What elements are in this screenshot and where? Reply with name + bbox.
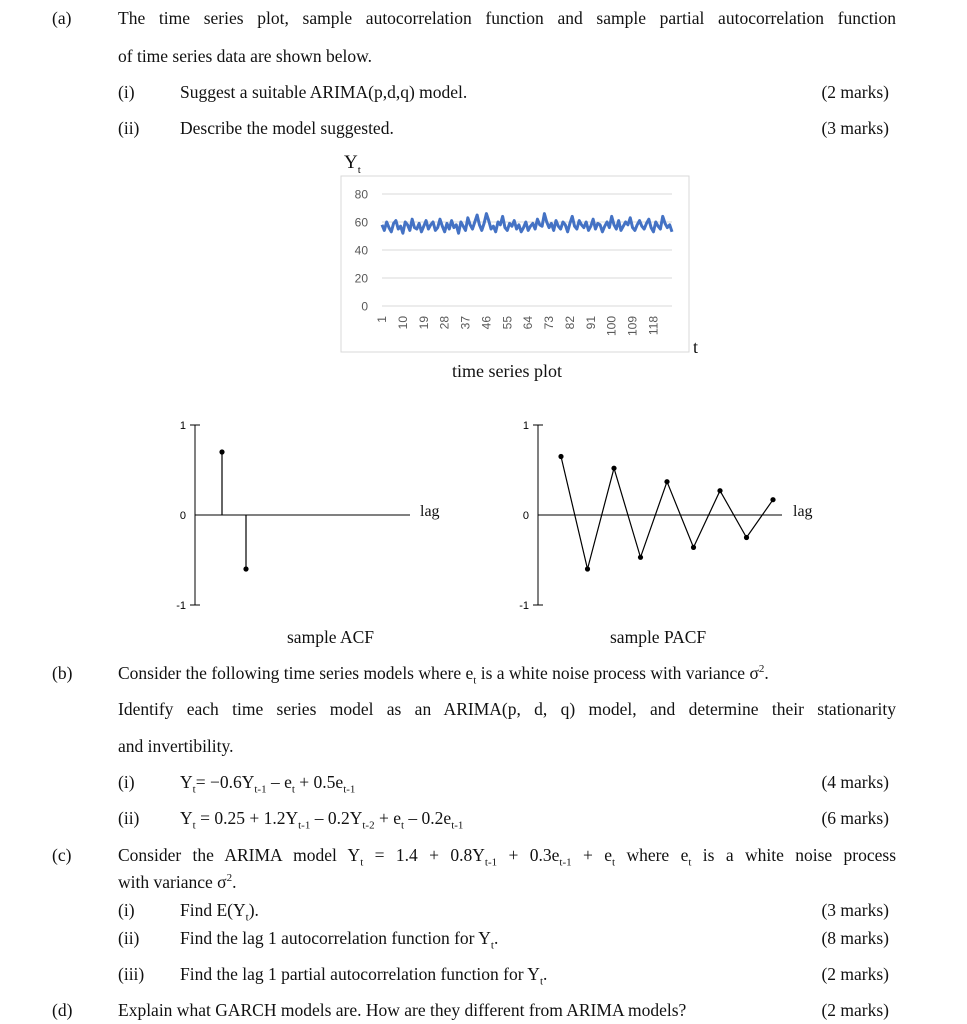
pacf-point [558, 454, 563, 459]
part-c-iii-marks: (2 marks) [821, 964, 889, 984]
ts-ytick-label: 60 [354, 215, 368, 230]
acf-title: sample ACF [287, 627, 375, 647]
ts-xtick-label: 100 [604, 316, 619, 337]
pacf-ytick-label: 0 [522, 510, 529, 522]
part-c-ii-marks: (8 marks) [821, 928, 889, 948]
part-a-ii-text: Describe the model suggested. [180, 118, 394, 138]
ts-xtick-label: 109 [625, 316, 640, 337]
ts-xtick-label: 19 [416, 316, 431, 330]
ts-xtick-label: 73 [542, 316, 557, 330]
pacf-point [744, 535, 749, 540]
ts-xtick-label: 37 [458, 316, 473, 330]
part-b-label: (b) [52, 663, 73, 683]
part-c-line2: with variance $\sigma^2$. [118, 872, 237, 892]
ts-xtick-label: 82 [562, 316, 577, 330]
pacf-title: sample PACF [610, 627, 707, 647]
ts-xtick-label: 46 [479, 316, 494, 330]
part-a-intro-line2: of time series data are shown below. [118, 46, 372, 66]
acf-xlabel: lag [420, 503, 440, 520]
ts-ytick-label: 20 [354, 271, 368, 286]
part-a-label: (a) [52, 8, 72, 28]
acf-ytick-label: 0 [179, 510, 186, 522]
part-c-ii-num: (ii) [118, 928, 140, 948]
time-series-chart [0, 0, 967, 400]
part-c-iii-num: (iii) [118, 964, 145, 984]
part-b-ii-num: (ii) [118, 808, 140, 828]
part-d-marks: (2 marks) [821, 1000, 889, 1020]
pacf-point [585, 566, 590, 571]
ts-xtick-label: 55 [500, 316, 515, 330]
part-b-line2: Identify each time series model as an ARIMA(p, d, q) model, and determine their stationarity [118, 699, 896, 719]
part-c-i-marks: (3 marks) [821, 900, 889, 920]
pacf-ytick-label: 1 [522, 420, 529, 432]
part-b-i-equation: $Y_t= -0.6Y_{t-1} - e_t + 0.5e_{t-1}$ [180, 772, 356, 796]
part-b-line1: Consider the following time series models where $e_t$ is a white noise process with variance $\sigma^2$. [118, 663, 769, 687]
ts-series-line [382, 214, 672, 234]
part-a-ii-marks: (3 marks) [821, 118, 889, 138]
part-b-i-marks: (4 marks) [821, 772, 889, 792]
pacf-xlabel: lag [793, 503, 813, 520]
ts-ytick-label: 40 [354, 243, 368, 258]
part-b-line3: and invertibility. [118, 736, 234, 756]
part-c-i-num: (i) [118, 900, 135, 920]
pacf-point [717, 488, 722, 493]
ts-xtick-label: 64 [521, 316, 536, 330]
part-a-ii-num: (ii) [118, 118, 140, 138]
part-c-iii-text: Find the lag 1 partial autocorrelation function for $Y_t$. [180, 964, 548, 988]
ts-ytick-label: 0 [361, 299, 368, 314]
acf-chart [0, 400, 967, 615]
pacf-ytick-label: -1 [519, 600, 529, 612]
ts-xlabel: t [693, 337, 699, 357]
part-a-i-num: (i) [118, 82, 135, 102]
part-a-i-marks: (2 marks) [821, 82, 889, 102]
acf-ytick-label: 1 [179, 420, 186, 432]
pacf-point [638, 555, 643, 560]
acf-spike-dot [243, 566, 248, 571]
part-c-i-text: Find $E(Y_t)$. [180, 900, 259, 924]
ts-ytick-label: 80 [354, 187, 368, 202]
pacf-point [664, 479, 669, 484]
part-a-intro-line1: The time series plot, sample autocorrelation function and sample partial autocorrelation function [118, 8, 896, 28]
ts-chart-title: time series plot [452, 361, 562, 381]
ts-xtick-label: 1 [375, 316, 389, 323]
part-b-i-num: (i) [118, 772, 135, 792]
part-c-label: (c) [52, 845, 72, 865]
part-b-ii-equation: $Y_t = 0.25 + 1.2Y_{t-1} - 0.2Y_{t-2} + e_t - 0.2e_{t-1}$ [180, 808, 464, 832]
ts-ylabel: $Y_t$ [344, 152, 361, 176]
pacf-point [770, 497, 775, 502]
pacf-line [561, 457, 773, 570]
ts-xtick-label: 91 [583, 316, 598, 330]
part-d-text: Explain what GARCH models are. How are they different from ARIMA models? [118, 1000, 687, 1020]
ts-xtick-label: 10 [395, 316, 410, 330]
part-c-line1: Consider the ARIMA model $Y_t = 1.4 + 0.8Y_{t-1} + 0.3e_{t-1} + e_t$ where $e_t$ is a white noise process [118, 845, 897, 869]
acf-ytick-label: -1 [176, 600, 186, 612]
ts-xtick-label: 28 [437, 316, 452, 330]
acf-spike-dot [219, 449, 224, 454]
pacf-point [611, 466, 616, 471]
part-d-label: (d) [52, 1000, 73, 1020]
part-c-ii-text: Find the lag 1 autocorrelation function for $Y_t$. [180, 928, 499, 952]
part-b-ii-marks: (6 marks) [821, 808, 889, 828]
pacf-point [691, 545, 696, 550]
part-a-i-text: Suggest a suitable ARIMA(p,d,q) model. [180, 82, 468, 102]
ts-xtick-label: 118 [646, 316, 661, 336]
